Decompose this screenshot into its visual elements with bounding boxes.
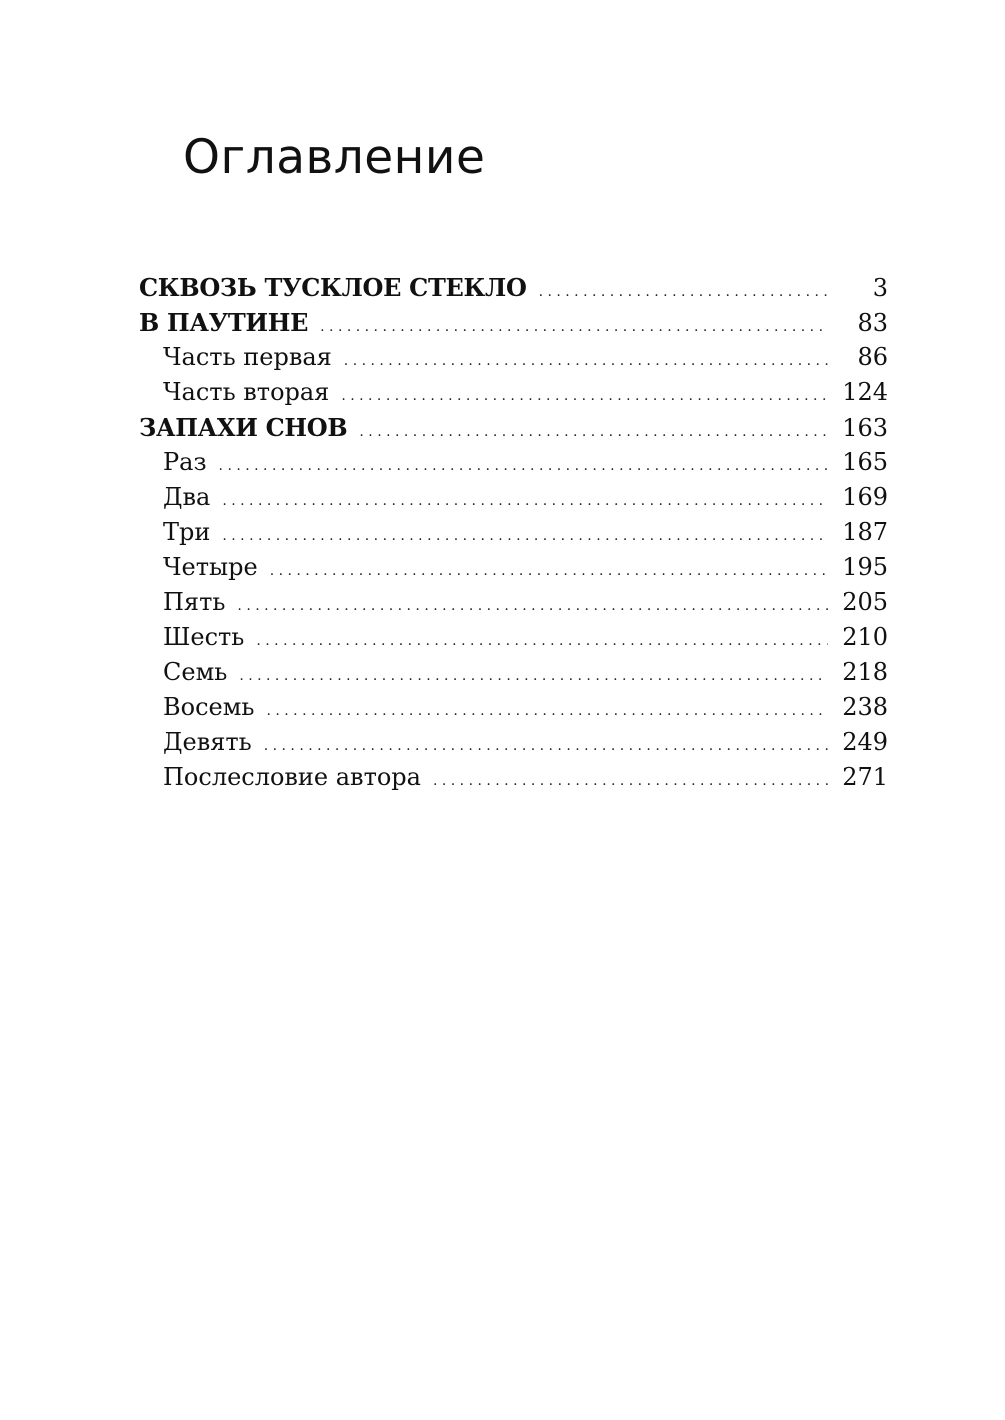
toc-entry-title: Послесловие автора (163, 763, 421, 791)
toc-entry[interactable] (139, 585, 888, 620)
dot-leader (256, 624, 828, 659)
toc-entry-title: Часть вторая (163, 378, 330, 406)
toc-entry[interactable] (139, 375, 888, 410)
toc-page-number: 195 (842, 553, 888, 581)
toc-entry[interactable] (139, 760, 888, 795)
toc-entry-title: Два (163, 483, 211, 511)
dot-leader (359, 415, 828, 450)
dot-leader (320, 310, 828, 345)
dot-leader (222, 519, 828, 554)
toc-page-number: 124 (842, 378, 888, 406)
dot-leader (270, 554, 828, 589)
dot-leader (237, 589, 828, 624)
toc-entry-title: Шесть (163, 623, 245, 651)
toc-entry[interactable] (139, 480, 888, 515)
toc-page-number: 83 (857, 309, 888, 337)
toc-page-number: 238 (842, 693, 888, 721)
dot-leader (219, 449, 828, 484)
toc-entry-title: Семь (163, 658, 228, 686)
toc-entry-title: Раз (163, 448, 207, 476)
toc-page-number: 271 (842, 763, 888, 791)
toc-page-number: 210 (842, 623, 888, 651)
toc-page-number: 187 (842, 518, 888, 546)
toc-entry-title: СКВОЗЬ ТУСКЛОЕ СТЕКЛО (139, 273, 527, 302)
toc-page-number: 169 (842, 483, 888, 511)
dot-leader (433, 764, 828, 799)
toc-entry-title: Девять (163, 728, 252, 756)
toc-entry[interactable] (139, 410, 888, 445)
toc-entry[interactable] (139, 550, 888, 585)
toc-entry-title: ЗАПАХИ СНОВ (139, 413, 348, 442)
toc-entry-title: Часть первая (163, 343, 332, 371)
toc-entry-title: Восемь (163, 693, 255, 721)
toc-page-number: 163 (842, 414, 888, 442)
toc-entry-title: Четыре (163, 553, 258, 581)
toc-page-number: 218 (842, 658, 888, 686)
toc-entry-title: Три (163, 518, 211, 546)
toc-page-number: 205 (842, 588, 888, 616)
dot-leader (539, 275, 828, 310)
table-of-contents (139, 270, 888, 795)
toc-entry[interactable] (139, 725, 888, 760)
dot-leader (341, 379, 828, 414)
toc-entry[interactable] (139, 655, 888, 690)
toc-entry[interactable] (139, 515, 888, 550)
toc-entry[interactable] (139, 340, 888, 375)
toc-page-number: 249 (842, 728, 888, 756)
toc-entry[interactable] (139, 445, 888, 480)
dot-leader (344, 344, 828, 379)
toc-entry-title: В ПАУТИНЕ (139, 308, 309, 337)
toc-entry[interactable] (139, 690, 888, 725)
dot-leader (264, 729, 828, 764)
toc-entry-title: Пять (163, 588, 226, 616)
toc-page-number: 165 (842, 448, 888, 476)
page-title: Оглавление (183, 130, 486, 185)
dot-leader (266, 694, 828, 729)
toc-entry[interactable] (139, 620, 888, 655)
toc-page-number: 86 (857, 343, 888, 371)
dot-leader (222, 484, 828, 519)
toc-entry[interactable] (139, 305, 888, 340)
dot-leader (239, 659, 828, 694)
toc-page-number: 3 (872, 274, 888, 302)
toc-entry[interactable] (139, 270, 888, 305)
